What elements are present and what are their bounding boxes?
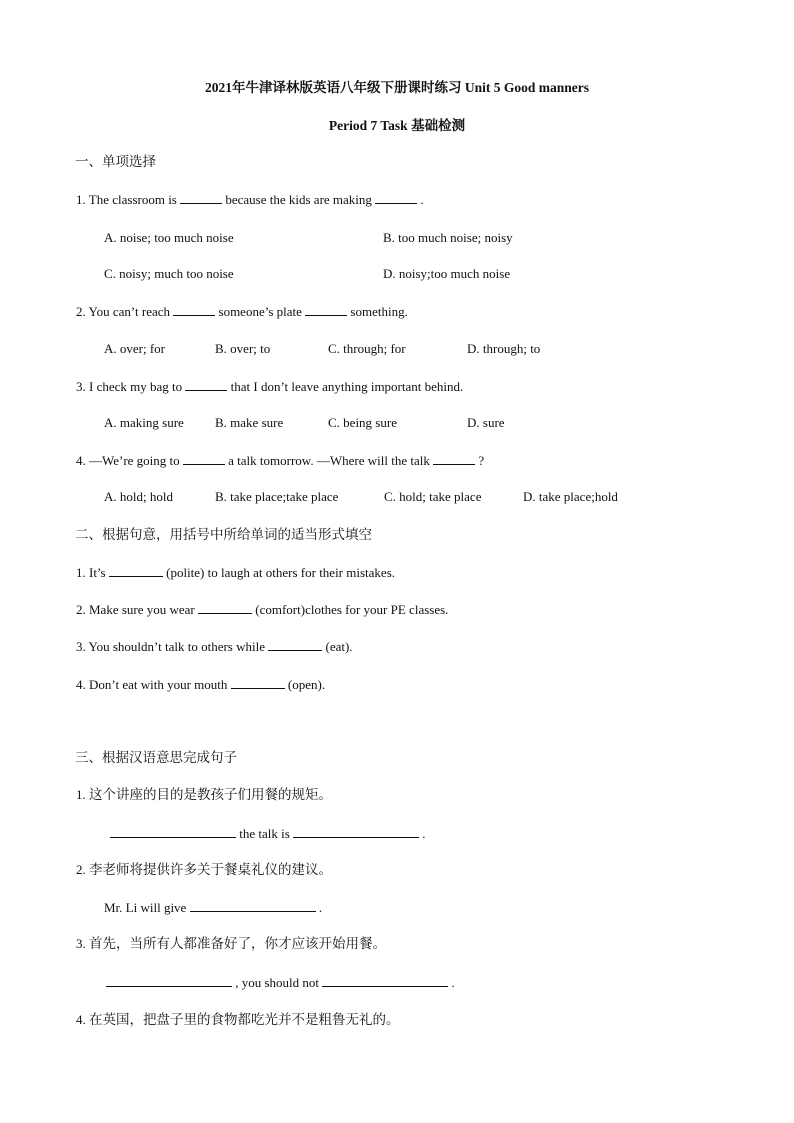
option-a[interactable]: A. making sure xyxy=(104,415,184,430)
fill-item-3 xyxy=(76,637,353,656)
question-number: 3. xyxy=(76,936,86,951)
option-d[interactable]: D. take place;hold xyxy=(523,489,618,504)
answer-blank[interactable] xyxy=(109,563,163,577)
answer-blank[interactable] xyxy=(185,377,227,391)
chinese-prompt: 在英国，把盘子里的食物都吃光并不是粗鲁无礼的。 xyxy=(89,1012,400,1028)
question-text: I check my bag to xyxy=(89,379,183,394)
option-d[interactable]: D. sure xyxy=(467,415,505,430)
page-title: 2021年牛津译林版英语八年级下册课时练习 Unit 5 Good manners xyxy=(204,80,589,95)
question-text: someone’s plate xyxy=(218,304,302,319)
question-text: ? xyxy=(478,453,485,468)
question-1-3 xyxy=(76,377,463,396)
section-heading-3: 三、根据汉语意思完成句子 xyxy=(75,750,237,766)
question-text: The classroom is xyxy=(88,192,177,207)
answer-blank[interactable] xyxy=(173,302,215,316)
translate-item-4 xyxy=(76,1011,400,1029)
question-number: 1. xyxy=(76,787,86,802)
question-text: something. xyxy=(350,304,408,319)
option-c[interactable]: C. noisy; much too noise xyxy=(104,266,234,281)
question-number: 2. xyxy=(76,304,86,319)
answer-blank[interactable] xyxy=(198,600,252,614)
question-number: 2. xyxy=(76,862,86,877)
fill-text: 1. It’s xyxy=(76,565,106,580)
question-1-1 xyxy=(76,190,424,209)
question-number: 1. xyxy=(76,192,86,207)
fill-text: (comfort)clothes for your PE classes. xyxy=(255,602,449,617)
fill-item-4 xyxy=(76,675,325,694)
answer-blank[interactable] xyxy=(180,190,222,204)
sentence-fragment: , you should not xyxy=(235,975,320,990)
option-b[interactable]: B. make sure xyxy=(215,415,284,430)
answer-blank[interactable] xyxy=(375,190,417,204)
question-text: because the kids are making xyxy=(225,192,372,207)
answer-blank[interactable] xyxy=(190,898,316,912)
option-b[interactable]: B. over; to xyxy=(215,341,271,356)
chinese-prompt: 李老师将提供许多关于餐桌礼仪的建议。 xyxy=(89,862,332,878)
question-text: You can’t reach xyxy=(88,304,171,319)
answer-blank[interactable] xyxy=(322,973,448,987)
option-d[interactable]: D. through; to xyxy=(467,341,541,356)
question-number: 3. xyxy=(76,379,86,394)
question-1-4 xyxy=(76,451,484,470)
answer-blank[interactable] xyxy=(268,637,322,651)
answer-blank[interactable] xyxy=(183,451,225,465)
option-b[interactable]: B. too much noise; noisy xyxy=(383,230,513,245)
fill-text: (open). xyxy=(287,677,326,692)
answer-blank[interactable] xyxy=(110,824,236,838)
answer-blank[interactable] xyxy=(293,824,419,838)
translate-answer-1 xyxy=(110,824,426,843)
question-text: a talk tomorrow. —Where will the talk xyxy=(228,453,430,468)
fill-text: 4. Don’t eat with your mouth xyxy=(76,677,228,692)
sentence-fragment: . xyxy=(318,900,323,915)
chinese-prompt: 首先，当所有人都准备好了，你才应该开始用餐。 xyxy=(89,936,386,952)
answer-blank[interactable] xyxy=(305,302,347,316)
sentence-fragment: . xyxy=(451,975,455,990)
fill-item-1 xyxy=(76,563,395,582)
translate-item-2 xyxy=(76,861,332,879)
answer-blank[interactable] xyxy=(106,973,232,987)
sentence-fragment: Mr. Li will give xyxy=(104,900,187,915)
option-c[interactable]: C. hold; take place xyxy=(384,489,482,504)
option-c[interactable]: C. through; for xyxy=(328,341,406,356)
translate-item-1 xyxy=(76,786,332,804)
option-a[interactable]: A. hold; hold xyxy=(104,489,173,504)
question-text: that I don’t leave anything important behind. xyxy=(230,379,464,394)
fill-text: (polite) to laugh at others for their mistakes. xyxy=(166,565,396,580)
translate-item-3 xyxy=(76,935,386,953)
question-number: 4. xyxy=(76,453,86,468)
fill-text: 2. Make sure you wear xyxy=(76,602,195,617)
question-text: . xyxy=(420,192,424,207)
question-number: 4. xyxy=(76,1012,86,1027)
question-text: —We’re going to xyxy=(89,453,180,468)
option-a[interactable]: A. noise; too much noise xyxy=(104,230,234,245)
fill-item-2 xyxy=(76,600,448,619)
option-b[interactable]: B. take place;take place xyxy=(215,489,339,504)
question-1-2 xyxy=(76,302,408,321)
translate-answer-2 xyxy=(104,898,322,917)
sentence-fragment: . xyxy=(422,826,426,841)
option-c[interactable]: C. being sure xyxy=(328,415,397,430)
page-subtitle: Period 7 Task 基础检测 xyxy=(328,118,466,133)
translate-answer-3 xyxy=(106,973,455,992)
sentence-fragment: the talk is xyxy=(239,826,290,841)
section-heading-2: 二、根据句意，用括号中所给单词的适当形式填空 xyxy=(75,527,372,543)
chinese-prompt: 这个讲座的目的是教孩子们用餐的规矩。 xyxy=(89,787,332,803)
answer-blank[interactable] xyxy=(433,451,475,465)
fill-text: (eat). xyxy=(325,639,353,654)
answer-blank[interactable] xyxy=(231,675,285,689)
fill-text: 3. You shouldn’t talk to others while xyxy=(76,639,265,654)
option-a[interactable]: A. over; for xyxy=(104,341,166,356)
section-heading-1: 一、单项选择 xyxy=(75,154,156,170)
option-d[interactable]: D. noisy;too much noise xyxy=(383,266,511,281)
